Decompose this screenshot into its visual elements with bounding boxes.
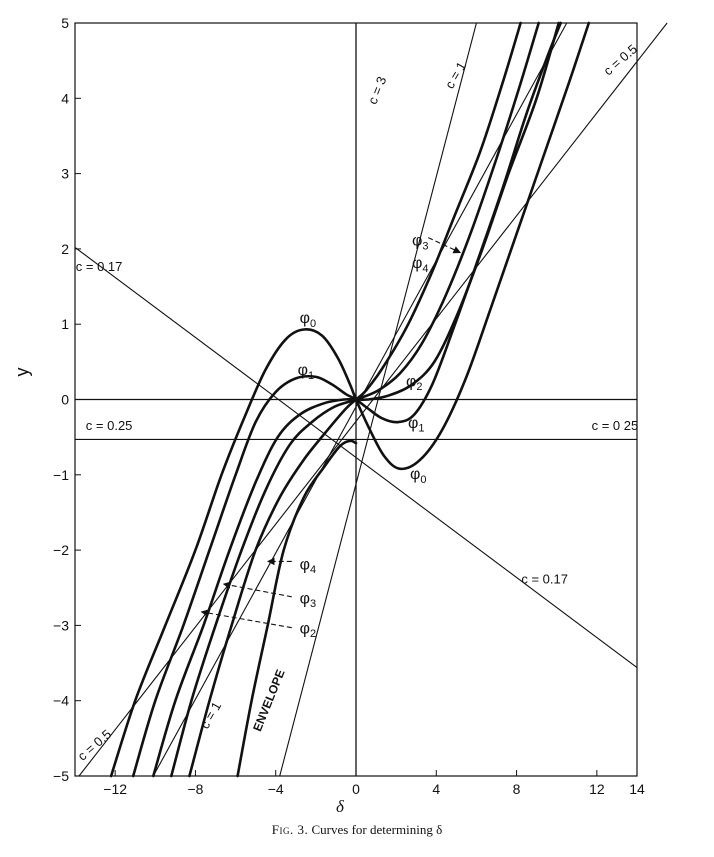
annotation-φ0: $\varphi_0$ xyxy=(409,466,427,486)
annotation-φ2: $\varphi_2$ xyxy=(405,373,423,394)
y-tick-label: 0 xyxy=(61,391,69,408)
x-tick-label: 14 xyxy=(629,781,645,797)
y-tick-label: −3 xyxy=(53,617,69,634)
caption-text: Curves for determining δ xyxy=(311,822,443,837)
x-tick-label: −8 xyxy=(187,781,204,797)
x-tick-label: 12 xyxy=(589,781,605,797)
annotation-c-0-17: c = 0.17 xyxy=(521,571,568,587)
y-tick-label: 3 xyxy=(61,165,69,182)
y-tick-label: 2 xyxy=(61,240,69,257)
figure-caption xyxy=(0,822,714,838)
x-tick-label: 8 xyxy=(512,781,521,797)
x-tick-label: 4 xyxy=(432,781,441,797)
annotation-c-1: c = 1 xyxy=(196,699,225,732)
annotation-φ3: $\varphi_3$ xyxy=(411,232,429,253)
y-tick-label: −1 xyxy=(53,466,69,483)
y-tick-label: 1 xyxy=(61,316,69,333)
y-tick-label: −2 xyxy=(53,542,69,559)
annotation-c-0-25: c = 0.25 xyxy=(85,418,133,434)
y-tick-label: −4 xyxy=(53,692,69,709)
annotation-φ3: $\varphi_3$ xyxy=(299,590,317,610)
y-tick-label: 4 xyxy=(61,90,69,107)
annotation-c-1: c = 1 xyxy=(441,59,470,92)
annotation-φ4: $\varphi_4$ xyxy=(411,255,429,275)
annotation-c-0-17: c = 0.17 xyxy=(75,259,123,275)
annotation-envelope: ENVELOPE xyxy=(250,667,288,734)
annotation-φ1: $\varphi_1$ xyxy=(407,414,425,435)
y-axis-label: y xyxy=(12,367,32,377)
annotation-φ1: $\varphi_1$ xyxy=(297,362,315,382)
x-axis-label: δ xyxy=(336,797,344,816)
y-tick-label: 5 xyxy=(61,15,69,31)
caption-prefix: Fig. 3. xyxy=(271,822,309,837)
annotation-c-0-5: c = 0.5 xyxy=(74,726,115,764)
x-tick-label: −12 xyxy=(103,781,128,797)
x-tick-label: 0 xyxy=(352,781,360,797)
x-tick-label: −4 xyxy=(267,781,284,797)
annotation-c-0-5: c = 0.5 xyxy=(600,41,641,79)
annotation-c-0-25: c = 0 25 xyxy=(591,418,639,434)
annotation-c-3: c = 3 xyxy=(364,74,390,107)
annotation-φ4: $\varphi_4$ xyxy=(299,556,317,577)
annotation-φ2: $\varphi_2$ xyxy=(299,620,317,641)
y-tick-label: −5 xyxy=(53,768,69,784)
annotation-φ0: $\varphi_0$ xyxy=(299,310,317,330)
